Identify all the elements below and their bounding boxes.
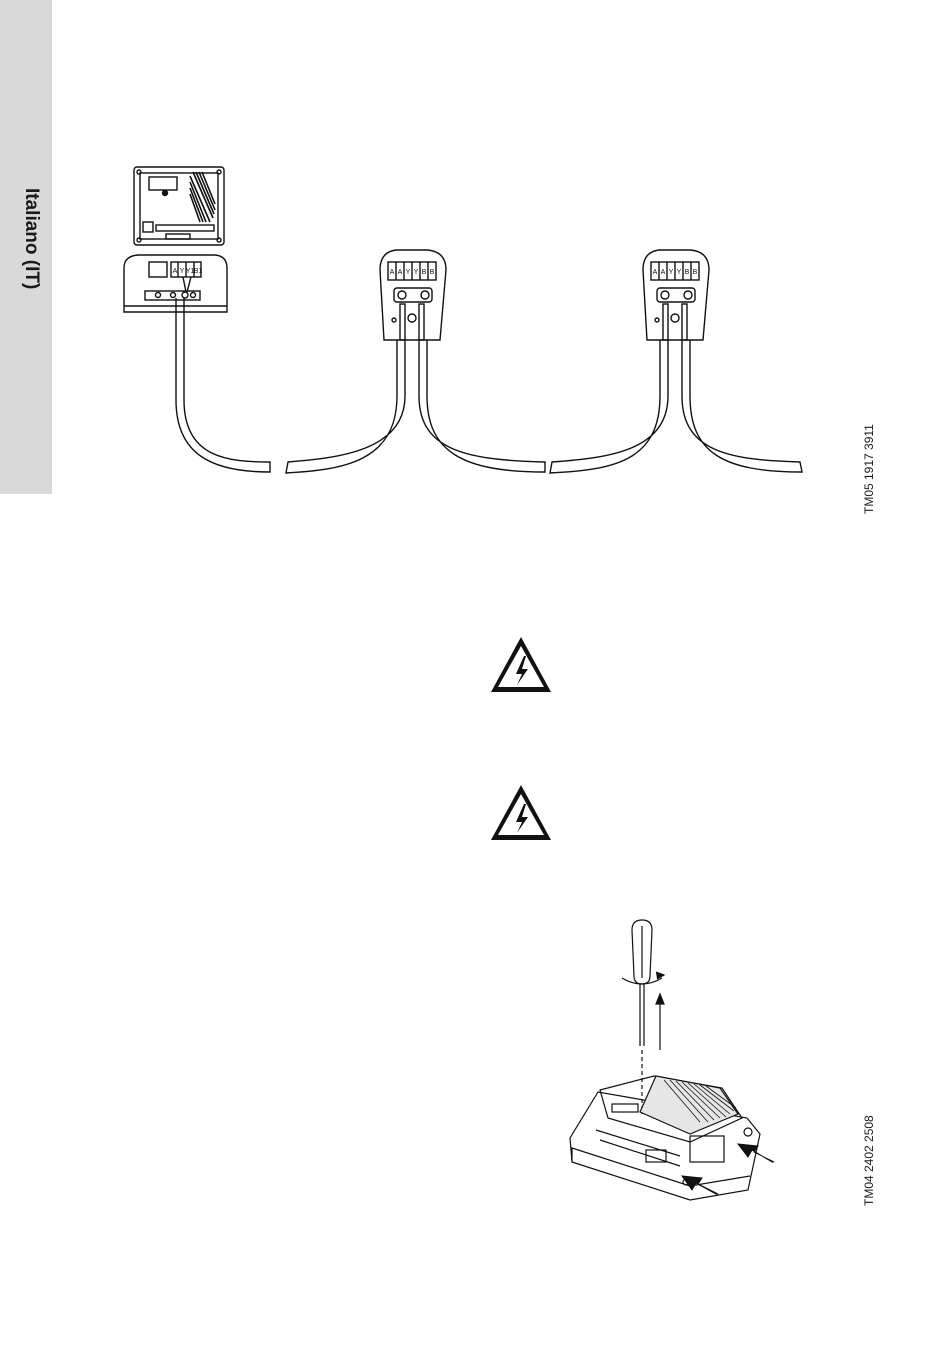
module-1-terminal-label: Y [405,269,411,276]
module-2-terminal-label: Y [668,269,674,276]
figure-code: TM05 1917 3911 [862,424,876,514]
controller-terminal-label: A [172,268,178,275]
module-2-terminal-label: B [692,269,698,276]
module-1-terminal-label: A [389,269,395,276]
figure-code: TM04 2402 2508 [862,1115,876,1206]
controller-terminal-label: Y [179,268,185,275]
controller-terminal-label: Y1 [185,268,195,275]
module-1-terminal-label: A [397,269,403,276]
language-tab-label: Italiano (IT) [21,188,42,290]
controller-unit [570,1076,760,1200]
module-2-terminal-label: A [652,269,658,276]
controller-terminal-label: B1 [193,268,203,275]
module-1-terminal-label: B [421,269,427,276]
module-2-terminal-label: A [660,269,666,276]
module-2-terminal-label: B [684,269,690,276]
module-2-terminal-label: Y [676,269,682,276]
module-1-terminal-label: B [429,269,435,276]
module-1-terminal-label: Y [413,269,419,276]
